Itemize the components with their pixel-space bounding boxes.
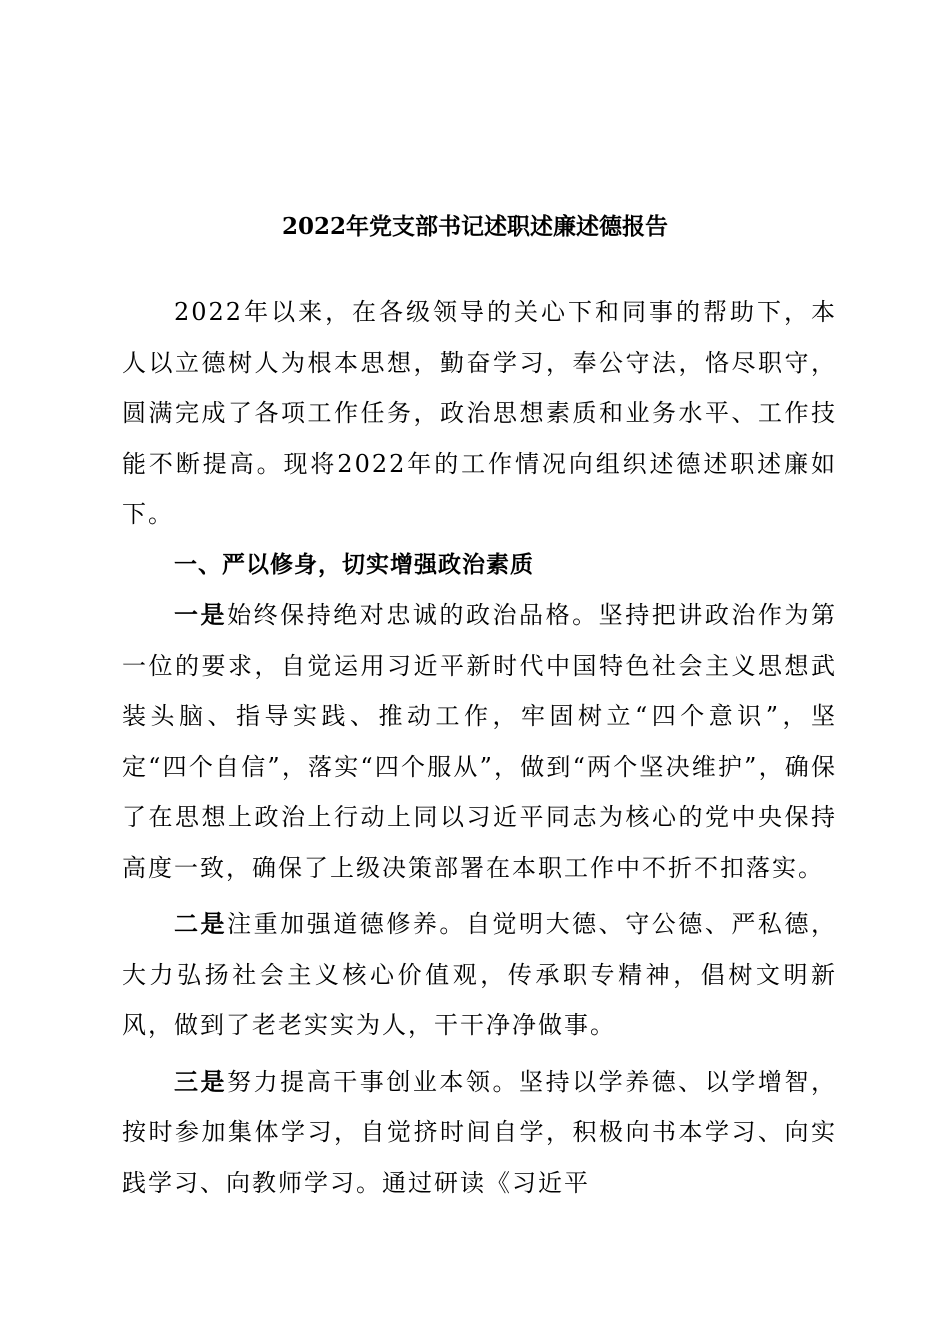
- item-one-paragraph: [122, 590, 837, 893]
- item-three-paragraph: [122, 1057, 837, 1209]
- section-heading: 一、严以修身，切实增强政治素质: [174, 551, 534, 578]
- document-body: [122, 287, 837, 1208]
- item-two-lead: 二是: [174, 909, 228, 938]
- intro-paragraph: 2022年以来，在各级领导的关心下和同事的帮助下，本人以立德树人为根本思想，勤奋学习，奉公守法，恪尽职守，圆满完成了各项工作任务，政治思想素质和业务水平、工作技能不断提高。现将2022年的工作情况向组织述德述职述廉如下。: [122, 298, 837, 528]
- item-three-lead: 三是: [174, 1066, 228, 1096]
- item-two-paragraph: [122, 899, 837, 1051]
- item-one-text: 始终保持绝对忠诚的政治品格。坚持把讲政治作为第一位的要求，自觉运用习近平新时代中国特色社会主义思想武装头脑、指导实践、推动工作，牢固树立“四个意识”，坚定“四个自信”，落实“四个服从”，做到“两个坚决维护”，确保了在思想上政治上行动上同以习近平同志为核心的党中央保持高度一致，确保了上级决策部署在本职工作中不折不扣落实。: [122, 601, 838, 882]
- document-title: 2022年党支部书记述职述廉述德报告: [281, 213, 668, 240]
- item-three-text: 努力提高干事创业本领。坚持以学养德、以学增智，按时参加集体学习，自觉挤时间自学，积极向书本学习、向实践学习、向教师学习。通过研读《习近平: [122, 1067, 838, 1197]
- item-two-text: 注重加强道德修养。自觉明大德、守公德、严私德，大力弘扬社会主义核心价值观，传承职专精神，倡树文明新风，做到了老老实实为人，干干净净做事。: [122, 910, 838, 1039]
- item-one-lead: 一是: [174, 600, 228, 629]
